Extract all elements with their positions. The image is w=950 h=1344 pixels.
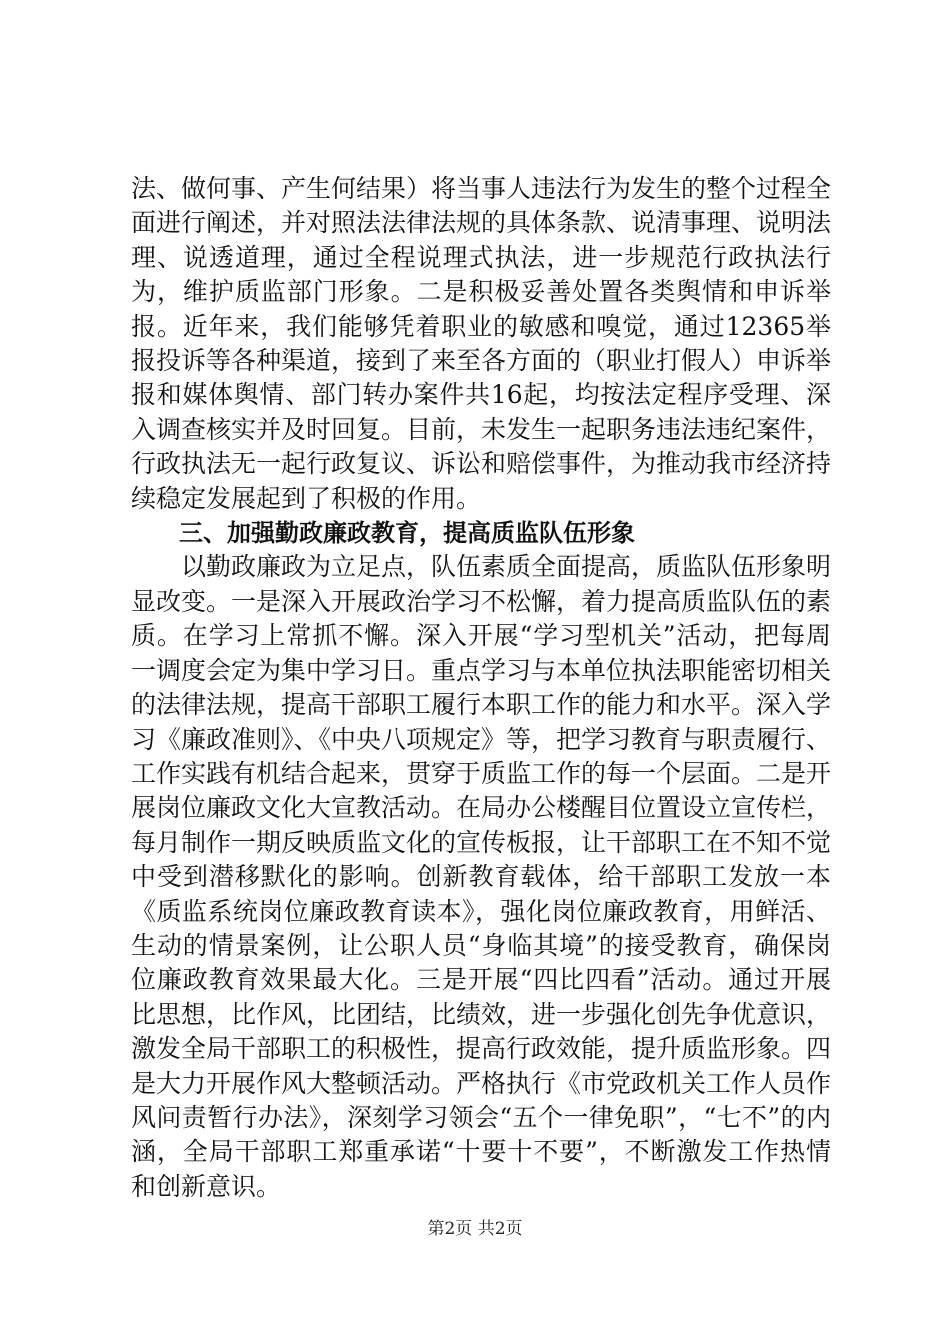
document-body: [131, 172, 831, 1204]
body-paragraph: 以勤政廉政为立足点，队伍素质全面提高，质监队伍形象明显改变。一是深入开展政治学习不松懈，着力提高质监队伍的素质。在学习上常抓不懈。深入开展“学习型机关”活动，把每周一调度会定为集中学习日。重点学习与本单位执法职能密切相关的法律法规，提高干部职工履行本职工作的能力和水平。深入学习《廉政准则》、《中央八项规定》等，把学习教育与职责履行、工作实践有机结合起来，贯穿于质监工作的每一个层面。二是开展岗位廉政文化大宣教活动。在局办公楼醒目位置设立宣传栏，每月制作一期反映质监文化的宣传板报，让干部职工在不知不觉中受到潜移默化的影响。创新教育载体，给干部职工发放一本《质监系统岗位廉政教育读本》，强化岗位廉政教育，用鲜活、生动的情景案例，让公职人员“身临其境”的接受教育，确保岗位廉政教育效果最大化。三是开展“四比四看”活动。通过开展比思想，比作风，比团结，比绩效，进一步强化创先争优意识，激发全局干部职工的积极性，提高行政效能，提升质监形象。四是大力开展作风大整顿活动。严格执行《市党政机关工作人员作风问责暂行办法》，深刻学习领会“五个一律免职”，“七不”的内涵，全局干部职工郑重承诺“十要十不要”，不断激发工作热情和创新意识。: [131, 552, 832, 1201]
section-heading: 三、加强勤政廉政教育，提高质监队伍形象: [179, 519, 635, 548]
page-number-label: 第2页 共2页: [427, 1219, 523, 1239]
body-paragraph-continued: 法、做何事、产生何结果）将当事人违法行为发生的整个过程全面进行阐述，并对照法法律法规的具体条款、说清事理、说明法理、说透道理，通过全程说理式执法，进一步规范行政执法行为，维护质监部门形象。二是积极妥善处置各类舆情和申诉举报。近年来，我们能够凭着职业的敏感和嗅觉，通过12365举报投诉等各种渠道，接到了来至各方面的（职业打假人）申诉举报和媒体舆情、部门转办案件共16起，均按法定程序受理、深入调查核实并及时回复。目前，未发生一起职务违法违纪案件，行政执法无一起行政复议、诉讼和赔偿事件，为推动我市经济持续稳定发展起到了积极的作用。: [131, 174, 832, 513]
page-footer: [0, 1214, 950, 1239]
